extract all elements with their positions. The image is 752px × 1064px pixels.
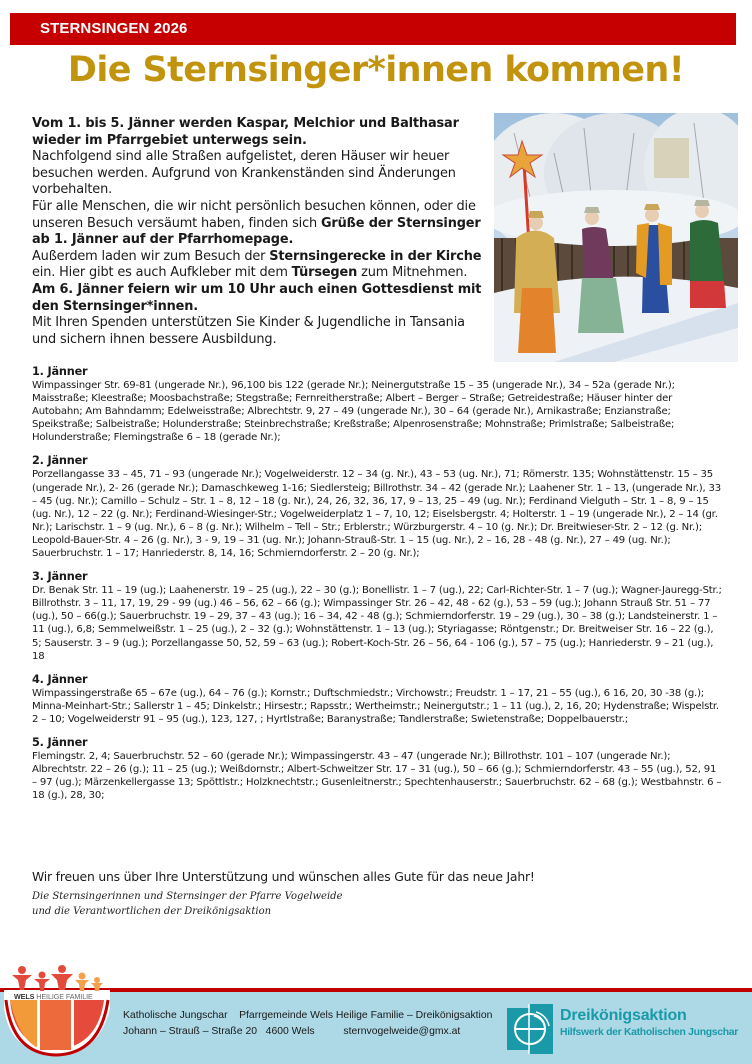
dka-name: Dreikönigsaktion <box>560 1007 687 1024</box>
page-title: Die Sternsinger*innen kommen! <box>67 50 685 90</box>
footer-contact <box>123 1008 492 1039</box>
wels-heilige-familie-logo <box>0 958 112 1064</box>
intro-p3: Für alle Menschen, die wir nicht persönlich besuchen können, oder die unseren Besuch versäumt haben, finden sich <box>32 198 476 231</box>
dreikoenigsaktion-logo <box>505 1002 750 1056</box>
intro-p4-bold1: Sternsingerecke in der Kirche <box>269 248 482 264</box>
intro-p3-bold: Grüße der Sternsinger ab 1. Jänner auf der Pfarrhomepage. <box>32 215 481 248</box>
footer-line-1: Katholische Jungschar Pfarrgemeinde Wels Heilige Familie – Dreikönigsaktion <box>123 1010 493 1021</box>
day-section <box>32 365 722 444</box>
day-section <box>32 736 722 802</box>
intro-text <box>32 116 487 348</box>
day-section <box>32 570 722 663</box>
day-section <box>32 454 722 560</box>
wels-logo-bold: WELS <box>14 992 35 1001</box>
banner-label: STERNSINGEN 2026 <box>40 20 188 37</box>
intro-p4: Außerdem laden wir zum Besuch der <box>32 248 270 264</box>
intro-p4-bold3: Am 6. Jänner feiern wir um 10 Uhr auch einen Gottesdienst mit den Sternsinger*innen. <box>32 281 482 314</box>
day-title: 3. Jänner <box>32 570 88 584</box>
day-title: 2. Jänner <box>32 454 88 468</box>
header-banner <box>10 13 736 45</box>
day-streets: Flemingstr. 2, 4; Sauerbruchstr. 52 – 60 (gerade Nr.); Wimpassingerstr. 43 – 47 (ungerade Nr.); Billrothstr. 101 – 107 (ungerade Nr.); Albrechtstr. 22 – 26 (g.); 11 – 25 (ug.); Weißdornstr.; Albert-Schweitzer Str. 17 – 31 (ug.), 50 – 66 (g.); Schmierndorferstr. 43 – 55 (ug.), 52, 91 – 97 (ug.); Märzenkellergasse 13; Spöttlstr.; Holzknechtstr.; Gusenleitnerstr.; Spechtenhauserstr.; Sauerbruchstr. 62 – 68 (g.); Westbahnstr. 6 – 18 (g.), 28, 30; <box>32 750 722 802</box>
intro-p4-bold2: Türsegen <box>291 265 358 281</box>
dka-emblem-icon <box>505 1002 557 1056</box>
intro-p4-b: ein. Hier gibt es auch Aufkleber mit dem <box>32 265 292 281</box>
day-streets: Porzellangasse 33 – 45, 71 – 93 (ungerade Nr.); Vogelweiderstr. 12 – 34 (g. Nr.), 43 – 53 (ug. Nr.), 71; Römerstr. 135; Wohnstättenstr. 15 – 35 (ungerade Nr.), 2- 26 (gerade Nr.); Damaschkeweg 1-16; Siedlersteig; Billrothstr. 34 – 42 (gerade Nr.); Laahener Str. 1 – 13, (ungerade Nr.), 33 – 45 (ug. Nr.); Camillo – Schulz – Str. 1 – 8, 12 – 18 (g. Nr.), 24, 26, 32, 36, 17, 9 – 13, 25 – 49 (ug. Nr.); Ferdinand Vielguth – Str. 1 – 8, 9 – 15 (ug. Nr.), 12 – 22 (g. Nr.); Ferdinand-Wiesinger-Str.; Vogelweiderplatz 1 – 7, 10, 12; Eiselsbergstr. 4; Holterstr. 1 – 19 (ungerade Nr.), 2 – 14 (gr. Nr.); Larischstr. 1 – 9 (ug. Nr.), 6 – 8 (g. Nr.); Wilhelm – Tell – Str.; Erblerstr.; Würzburgerstr. 4 – 10 (g. Nr.); Dr. Breitwieser-Str. 2 – 12 (g. Nr.); Leopold-Bauer-Str. 4 – 26 (g. Nr.), 3 - 9, 19 – 31 (ug. Nr.); Johann-Strauß-Str. 1 – 15 (ug. Nr.), 2 – 16, 28 - 48 (g. Nr.), 27 – 49 (ug. Nr.); Sauerbruchstr. 1 – 17; Hanriederstr. 8, 14, 16; Schmierndorferstr. 2 – 20 (g. Nr.); <box>32 469 722 560</box>
day-streets: Dr. Benak Str. 11 – 19 (ug.); Laahenerstr. 19 – 25 (ug.), 22 – 30 (g.); Bonellistr. 1 – 7 (ug.), 22; Carl-Richter-Str. 1 – 7 (ug.); Wagner-Jauregg-Str.; Billrothstr. 3 – 11, 17, 19, 29 - 99 (ug.) 46 – 56, 62 – 66 (g.); Wimpassinger Str. 26 – 42, 48 - 62 (g.), 53 – 59 (ug.); Johann Strauß Str. 51 – 77 (ug.), 50 – 66(g.); Sauerbruchstr. 19 – 29, 37 – 43 (ug.); 16 – 34, 42 - 48 (g.); Schmierndorferstr. 19 – 29 (ug.), 30 – 38 (g.); Landsteinerstr. 1 – 11 (ug.), 6,8; Semmelweißstr. 1 – 25 (ug.), 2 – 32 (g.); Wohnstättenstr. 1 – 13 (ug.); Styriagasse; Röntgenstr.; Dr. Breitweiser Str. 16 – 22 (g.), 5; Sauserstr. 3 – 9 (ug.); Porzellangasse 50, 52, 59 – 63 (ug.); Robert-Koch-Str. 26 – 56, 64 - 106 (g.), 57 – 75 (ug.); Hanriederstr. 9 – 21 (ug.), 18 <box>32 585 722 662</box>
wels-logo-rest: HEILIGE FAMILIE <box>34 992 93 1001</box>
day-title: 5. Jänner <box>32 735 88 749</box>
day-title: 1. Jänner <box>32 365 88 378</box>
signature-line-1: Die Sternsingerinnen und Sternsinger der Pfarre Vogelweide <box>32 891 343 902</box>
intro-p2: Nachfolgend sind alle Straßen aufgelistet, deren Häuser wir heuer besuchen werden. Aufgrund von Krankenständen sind Änderungen vorbehalten. <box>32 149 456 198</box>
day-streets: Wimpassingerstraße 65 – 67e (ug.), 64 – 76 (g.); Kornstr.; Duftschmiedstr.; Virchowstr.; Freudstr. 1 – 17, 21 – 55 (ug.), 6 16, 20, 30 -38 (g.); Minna-Meinhart-Str.; Sallerstr 1 – 45; Dinkelstr.; Hirsestr.; Rapsstr.; Wertheimstr.; Neinergutstr.; 1 – 11 (ug.), 2, 16, 20; Hydenstraße; Wispelstr. 2 – 10; Vogelweiderstr 91 – 95 (ug.), 123, 127, ; Hyrtlstraße; Baranystraße; Tandlerstraße; Swietenstraße; Doppelbauerstr.; <box>32 687 719 725</box>
dka-subtitle: Hilfswerk der Katholischen Jungschar <box>560 1027 739 1038</box>
signature-line-2: und die Verantwortlichen der Dreikönigsaktion <box>32 906 272 917</box>
signature <box>32 889 432 919</box>
day-section <box>32 673 722 726</box>
intro-p5: Mit Ihren Spenden unterstützen Sie Kinder & Jugendliche in Tansania und sichern ihnen bessere Ausbildung. <box>32 315 465 347</box>
sternsinger-photo <box>494 113 738 362</box>
footer-divider <box>0 988 752 992</box>
visit-schedule <box>32 365 722 812</box>
sternsinger-photo-icon <box>494 113 738 362</box>
closing-message: Wir freuen uns über Ihre Unterstützung und wünschen alles Gute für das neue Jahr! <box>32 869 535 884</box>
intro-lead: Vom 1. bis 5. Jänner werden Kaspar, Melchior und Balthasar wieder im Pfarrgebiet unterwegs sein. <box>32 116 459 148</box>
intro-p4-c: zum Mitnehmen. <box>357 265 468 281</box>
footer-line-2: Johann – Strauß – Straße 20 4600 Wels sternvogelweide@gmx.at <box>123 1025 461 1037</box>
day-streets: Wimpassinger Str. 69-81 (ungerade Nr.), 96,100 bis 122 (gerade Nr.); Neinergutstraße 15 – 35 (ungerade Nr.), 34 – 52a (gerade Nr.); Maisstraße; Kleestraße; Moosbachstraße; Stegstraße; Fernreitherstraße; Albert – Berger – Straße; Getreidestraße; Häuser hinter der Autobahn; Am Bahndamm; Edelweisstraße; Albrechtstr. 9, 27 – 49 (ungerade Nr.), 30 – 64 (gerade Nr.), Arnikastraße; Enzianstraße; Speikstraße; Salbeistraße; Holunderstraße; Steinbrechstraße; Kreßstraße; Alpenrosenstraße; Mohnstraße; Primlstraße; Salbeistraße; Holunderstraße; Flemingstraße 6 – 18 (gerade Nr.); <box>32 380 675 444</box>
day-title: 4. Jänner <box>32 672 88 686</box>
wels-logo-label <box>14 992 93 1001</box>
